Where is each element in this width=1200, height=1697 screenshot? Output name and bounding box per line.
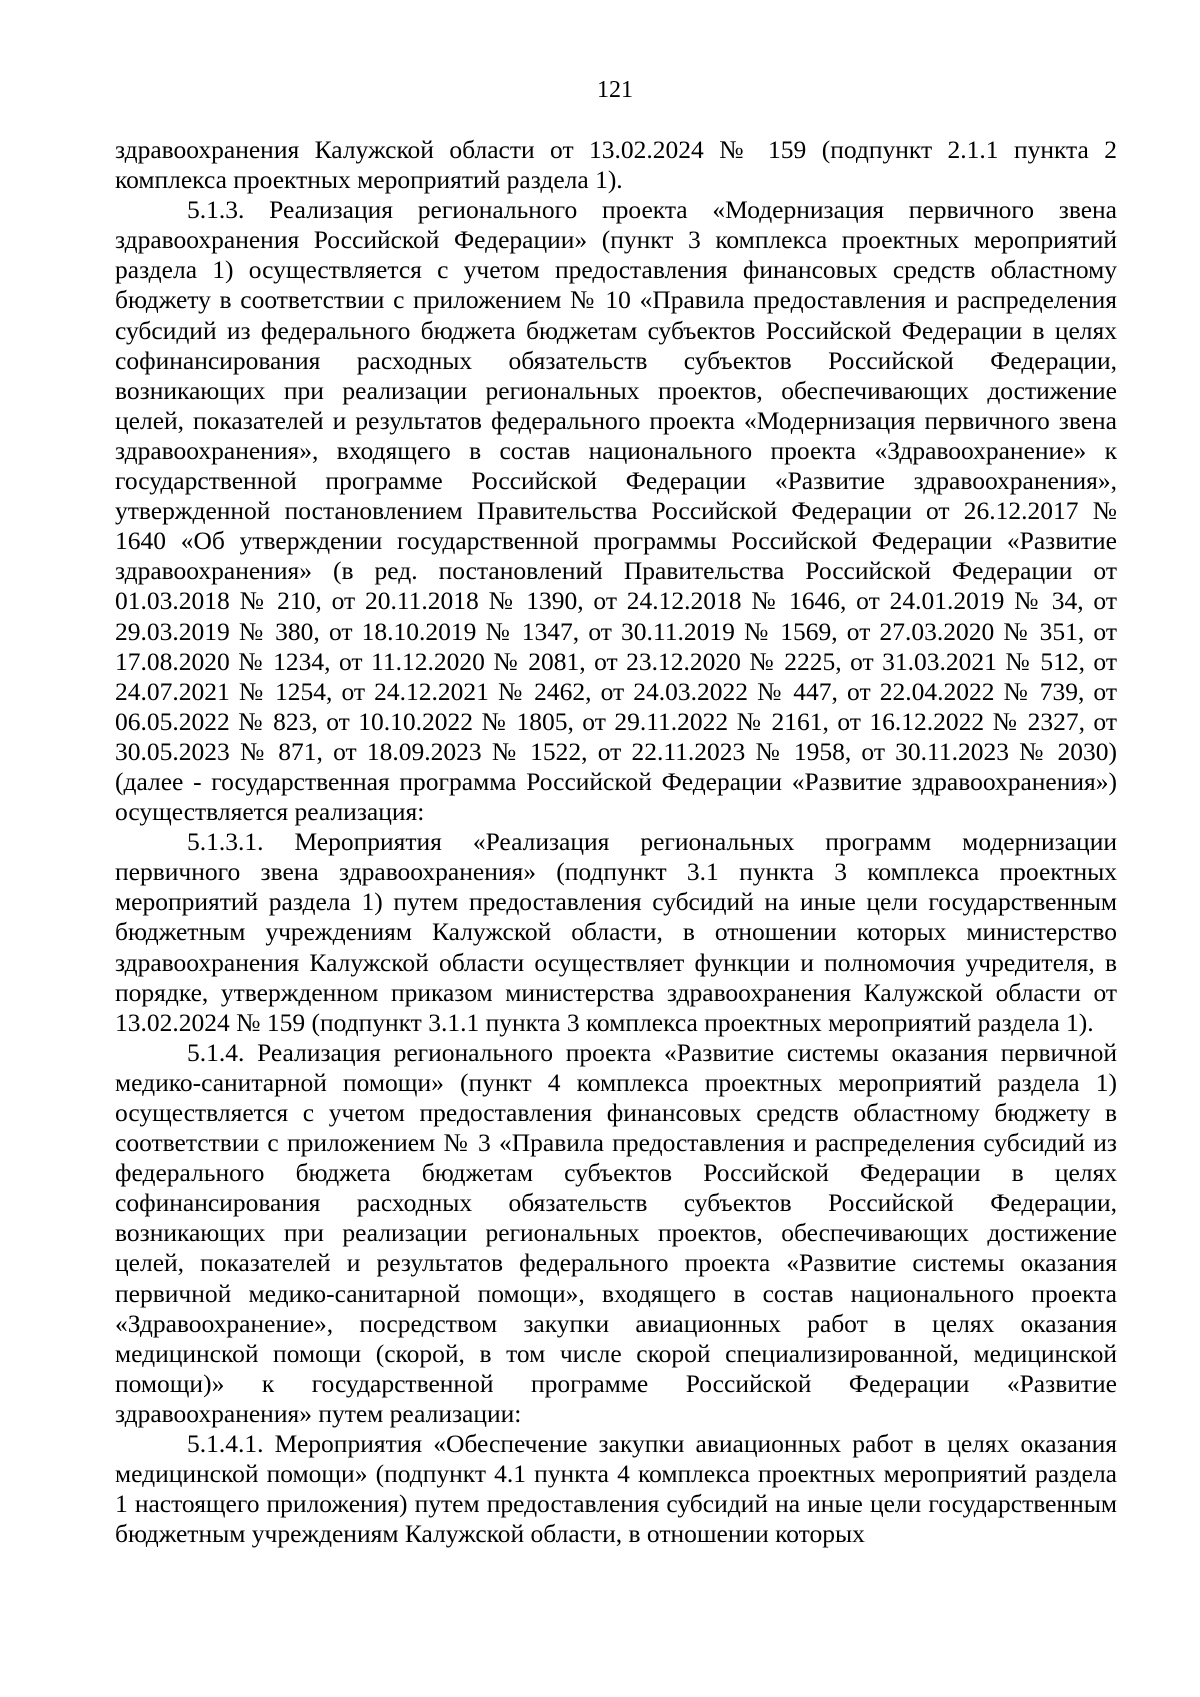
document-body — [115, 135, 1117, 1549]
paragraph-5-1-4: 5.1.4. Реализация регионального проекта «Развитие системы оказания первичной медико-санитарной помощи» (пункт 4 комплекса проектных мероприятий раздела 1) осуществляется с учетом предоставления финансовых средств областному бюджету в соответствии с приложением № 3 «Правила предоставления и распределения субсидий из федерального бюджета бюджетам субъектов Российской Федерации в целях софинансирования расходных обязательств субъектов Российской Федерации, возникающих при реализации региональных проектов, обеспечивающих достижение целей, показателей и результатов федерального проекта «Развитие системы оказания первичной медико-санитарной помощи», входящего в состав национального проекта «Здравоохранение», посредством закупки авиационных работ в целях оказания медицинской помощи (скорой, в том числе скорой специализированной, медицинской помощи)» к государственной программе Российской Федерации «Развитие здравоохранения» путем реализации: — [115, 1037, 1117, 1428]
paragraph-5-1-4-1: 5.1.4.1. Мероприятия «Обеспечение закупки авиационных работ в целях оказания медицинской помощи» (подпункт 4.1 пункта 4 комплекса проектных мероприятий раздела 1 настоящего приложения) путем предоставления субсидий на иные цели государственным бюджетным учреждениям Калужской области, в отношении которых — [115, 1429, 1117, 1549]
paragraph-5-1-3: 5.1.3. Реализация регионального проекта «Модернизация первичного звена здравоохранения Российской Федерации» (пункт 3 комплекса проектных мероприятий раздела 1) осуществляется с учетом предоставления финансовых средств областному бюджету в соответствии с приложением № 10 «Правила предоставления и распределения субсидий из федерального бюджета бюджетам субъектов Российской Федерации в целях софинансирования расходных обязательств субъектов Российской Федерации, возникающих при реализации региональных проектов, обеспечивающих достижение целей, показателей и результатов федерального проекта «Модернизация первичного звена здравоохранения», входящего в состав национального проекта «Здравоохранение» к государственной программе Российской Федерации «Развитие здравоохранения», утвержденной постановлением Правительства Российской Федерации от 26.12.2017 № 1640 «Об утверждении государственной программы Российской Федерации «Развитие здравоохранения» (в ред. постановлений Правительства Российской Федерации от 01.03.2018 № 210, от 20.11.2018 № 1390, от 24.12.2018 № 1646, от 24.01.2019 № 34, от 29.03.2019 № 380, от 18.10.2019 № 1347, от 30.11.2019 № 1569, от 27.03.2020 № 351, от 17.08.2020 № 1234, от 11.12.2020 № 2081, от 23.12.2020 № 2225, от 31.03.2021 № 512, от 24.07.2021 № 1254, от 24.12.2021 № 2462, от 24.03.2022 № 447, от 22.04.2022 № 739, от 06.05.2022 № 823, от 10.10.2022 № 1805, от 29.11.2022 № 2161, от 16.12.2022 № 2327, от 30.05.2023 № 871, от 18.09.2023 № 1522, от 22.11.2023 № 1958, от 30.11.2023 № 2030) (далее - государственная программа Российской Федерации «Развитие здравоохранения») осуществляется реализация: — [115, 195, 1117, 827]
page-number: 121 — [597, 77, 633, 103]
paragraph-5-1-3-1: 5.1.3.1. Мероприятия «Реализация региональных программ модернизации первичного звена здравоохранения» (подпункт 3.1 пункта 3 комплекса проектных мероприятий раздела 1) путем предоставления субсидий на иные цели государственным бюджетным учреждениям Калужской области, в отношении которых министерство здравоохранения Калужской области осуществляет функции и полномочия учредителя, в порядке, утвержденном приказом министерства здравоохранения Калужской области от 13.02.2024 № 159 (подпункт 3.1.1 пункта 3 комплекса проектных мероприятий раздела 1). — [115, 827, 1117, 1037]
paragraph-continuation: здравоохранения Калужской области от 13.02.2024 № 159 (подпункт 2.1.1 пункта 2 комплекса проектных мероприятий раздела 1). — [115, 135, 1117, 195]
